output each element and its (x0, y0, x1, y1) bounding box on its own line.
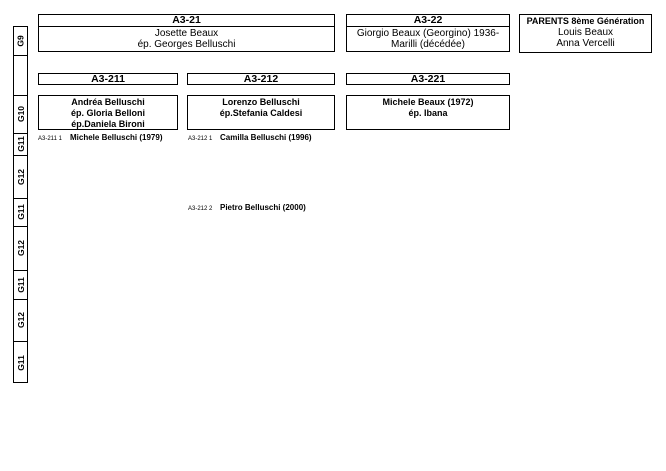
child-code: A3-212 2 (188, 206, 213, 212)
generation-rail (13, 26, 28, 383)
spouse-name: Marilli (décédée) (391, 39, 465, 50)
gen-label-g11: G11 (16, 136, 27, 152)
family-box (346, 27, 510, 52)
spouse-name: ép. Georges Belluschi (137, 39, 236, 50)
parents-box (519, 14, 652, 53)
child-entry (38, 133, 162, 142)
family-code-header: A3-22 (346, 14, 510, 27)
family-box (38, 95, 178, 130)
family-code-header: A3-212 (187, 73, 335, 85)
person-name: Josette Beaux (154, 28, 219, 39)
spouse-name: ép. Ibana (408, 108, 448, 118)
family-code-header: A3-221 (346, 73, 510, 85)
person-name: Lorenzo Belluschi (222, 97, 300, 107)
person-name: Giorgio Beaux (Georgino) 1936- (356, 28, 500, 39)
gen-divider (14, 55, 28, 56)
person-name: Andréa Belluschi (71, 97, 145, 107)
gen-label-g9: G9 (16, 35, 26, 47)
gen-label-g11: G11 (16, 354, 27, 371)
gen-label-g12: G12 (16, 311, 27, 329)
gen-label-g10: G10 (16, 105, 27, 123)
child-name: Michele Belluschi (1979) (70, 133, 163, 142)
child-code: A3-212 1 (188, 136, 213, 142)
gen-label-g11: G11 (16, 204, 27, 220)
gen-label-g12: G12 (16, 239, 27, 257)
family-box (346, 95, 510, 130)
child-code: A3-211 1 (38, 136, 62, 142)
gen-label-g11: G11 (16, 276, 27, 293)
child-name: Pietro Belluschi (2000) (220, 203, 306, 212)
spouse-name: ép.Stefania Caldesi (219, 108, 303, 118)
gen-label-g12: G12 (16, 168, 27, 185)
spouse-name: ép.Daniela Bironi (71, 119, 145, 129)
father-name: Louis Beaux (557, 27, 614, 38)
spouse-name: ép. Gloria Belloni (70, 108, 145, 118)
family-code-header: A3-211 (38, 73, 178, 85)
family-box (187, 95, 335, 130)
child-entry (188, 203, 306, 212)
mother-name: Anna Vercelli (556, 38, 615, 49)
person-name: Michele Beaux (1972) (382, 97, 474, 107)
family-box (38, 27, 335, 52)
family-code-header: A3-21 (38, 14, 335, 27)
child-entry (188, 133, 312, 142)
child-name: Camilla Belluschi (1996) (220, 133, 312, 142)
parents-title: PARENTS 8ème Génération (526, 16, 645, 26)
